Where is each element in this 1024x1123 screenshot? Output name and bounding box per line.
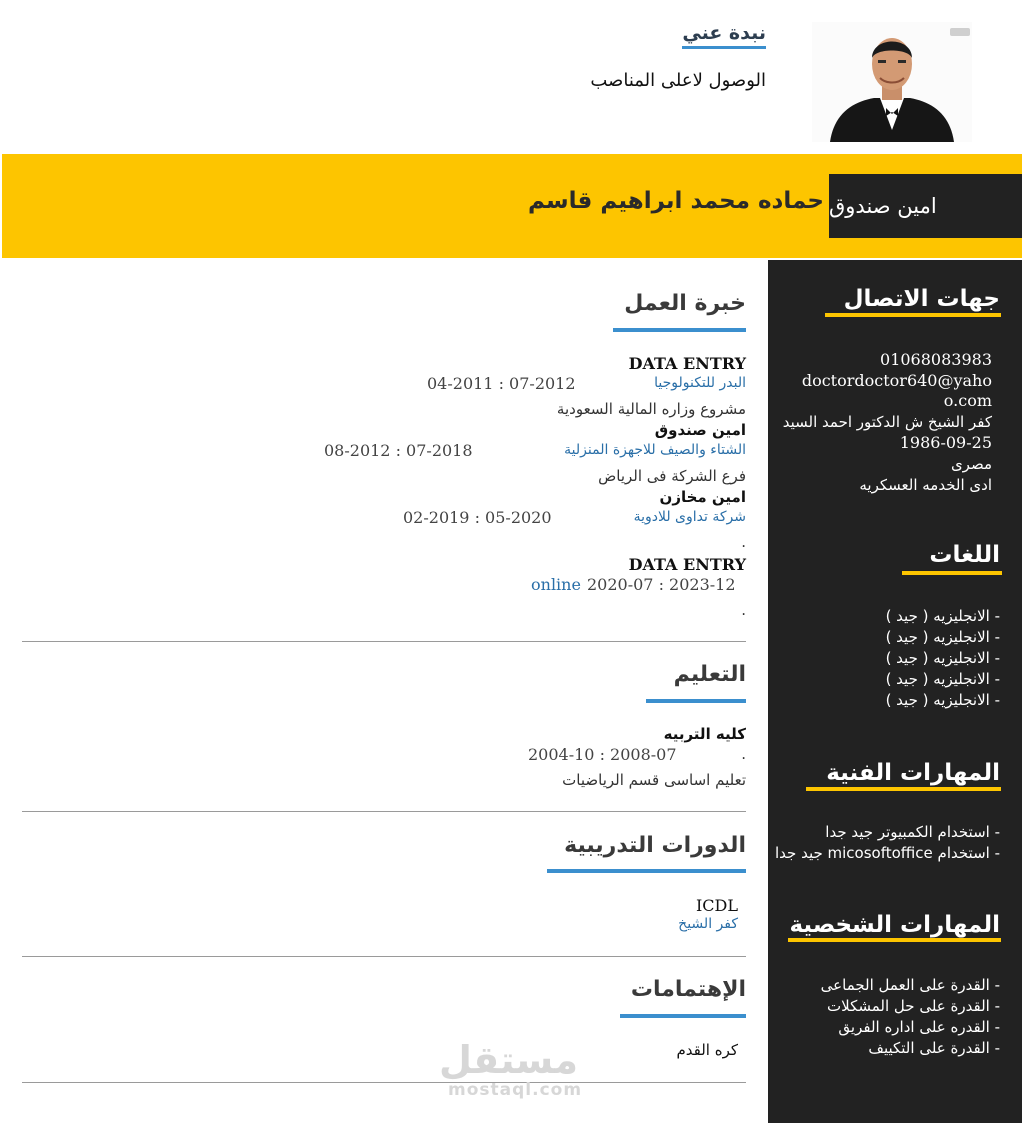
sidebar — [768, 260, 1022, 1123]
job-period: 2020-07 : 2023-12 — [587, 575, 736, 594]
job-company: البدر للتكنولوجيا — [654, 375, 746, 391]
job-title-box: امين صندوق — [829, 174, 1022, 238]
photo-tag — [950, 28, 970, 36]
job-description: . — [741, 533, 746, 551]
language-item: - الانجليزيه ( جيد ) — [885, 691, 1000, 709]
section-divider — [22, 956, 746, 957]
personal-skill-item: - القدرة على حل المشكلات — [827, 997, 1000, 1015]
contact-military: ادى الخدمه العسكريه — [859, 476, 992, 494]
person-name: حماده محمد ابراهيم قاسم — [528, 188, 824, 214]
experience-heading: خبرة العمل — [624, 291, 746, 316]
personal-skills-heading: المهارات الشخصية — [789, 912, 1000, 938]
job-title: DATA ENTRY — [628, 354, 746, 373]
tech-skills-heading-underline — [806, 787, 1001, 791]
watermark-logo — [439, 1038, 583, 1100]
tech-skills-list — [775, 822, 1000, 864]
job-company: الشتاء والصيف للاجهزة المنزلية — [564, 442, 746, 458]
section-divider — [22, 811, 746, 812]
contact-heading: جهات الاتصال — [843, 286, 1000, 312]
language-item: - الانجليزيه ( جيد ) — [885, 649, 1000, 667]
education-dot: . — [741, 745, 746, 763]
courses-heading-underline — [547, 869, 746, 873]
profile-photo — [812, 22, 972, 142]
personal-skill-item: - القدرة على العمل الجماعى — [820, 976, 1000, 994]
languages-heading: اللغات — [929, 542, 1000, 568]
contact-birthdate: 1986-09-25 — [899, 433, 992, 452]
section-divider — [22, 641, 746, 642]
job-title: DATA ENTRY — [628, 555, 746, 574]
contact-email-line2: o.com — [943, 391, 992, 410]
personal-skills-list — [821, 975, 1000, 1059]
education-heading: التعليم — [673, 662, 746, 687]
course-name: ICDL — [695, 896, 738, 915]
contact-phone: 01068083983 — [880, 350, 992, 369]
tech-skill-item: - استخدام micosoftoffice جيد جدا — [774, 844, 1000, 862]
job-description: . — [741, 601, 746, 619]
job-period: 04-2011 : 07-2012 — [427, 374, 576, 393]
education-period: 2004-10 : 2008-07 — [528, 745, 677, 764]
interest-item: كره القدم — [676, 1041, 738, 1059]
language-item: - الانجليزيه ( جيد ) — [885, 607, 1000, 625]
course-place: كفر الشيخ — [678, 916, 738, 932]
job-description: فرع الشركة فى الرياض — [598, 467, 746, 485]
job-description: مشروع وزاره المالية السعودية — [556, 400, 746, 418]
experience-heading-underline — [613, 328, 746, 332]
languages-list — [886, 606, 1000, 711]
job-company: online — [531, 575, 581, 594]
watermark-latin: mostaql.com — [448, 1080, 583, 1100]
watermark-arabic: مستقل — [439, 1038, 578, 1082]
header — [0, 0, 1024, 152]
personal-skill-item: - القدرة على التكييف — [868, 1039, 1000, 1057]
tech-skills-heading: المهارات الفنية — [826, 760, 1000, 786]
language-item: - الانجليزيه ( جيد ) — [885, 628, 1000, 646]
job-company: شركة تداوى للادوية — [633, 509, 746, 525]
section-divider — [22, 1082, 746, 1083]
contact-email-line1: doctordoctor640@yaho — [801, 371, 992, 390]
tech-skill-item: - استخدام الكمبيوتر جيد جدا — [825, 823, 1000, 841]
languages-heading-underline — [902, 571, 1002, 575]
education-description: تعليم اساسى قسم الرياضيات — [562, 771, 746, 789]
education-school: كليه التربيه — [663, 725, 746, 743]
name-band — [2, 154, 1022, 258]
about-text: الوصول لاعلى المناصب — [590, 70, 766, 91]
contact-heading-underline — [825, 313, 1001, 317]
about-heading: نبدة عني — [682, 22, 766, 49]
job-title: امين صندوق — [654, 421, 746, 439]
job-title: امين مخازن — [659, 488, 746, 506]
job-period: 08-2012 : 07-2018 — [324, 441, 473, 460]
courses-heading: الدورات التدريبية — [564, 833, 746, 858]
job-period: 02-2019 : 05-2020 — [403, 508, 552, 527]
personal-skill-item: - القدره على اداره الفريق — [838, 1018, 1000, 1036]
language-item: - الانجليزيه ( جيد ) — [885, 670, 1000, 688]
interests-heading: الإهتمامات — [630, 977, 746, 1002]
contact-address: كفر الشيخ ش الدكتور احمد السيد — [782, 413, 992, 431]
education-heading-underline — [646, 699, 746, 703]
person-portrait-icon — [812, 22, 972, 142]
personal-skills-heading-underline — [788, 938, 1001, 942]
interests-heading-underline — [620, 1014, 746, 1018]
contact-nationality: مصرى — [950, 455, 992, 473]
